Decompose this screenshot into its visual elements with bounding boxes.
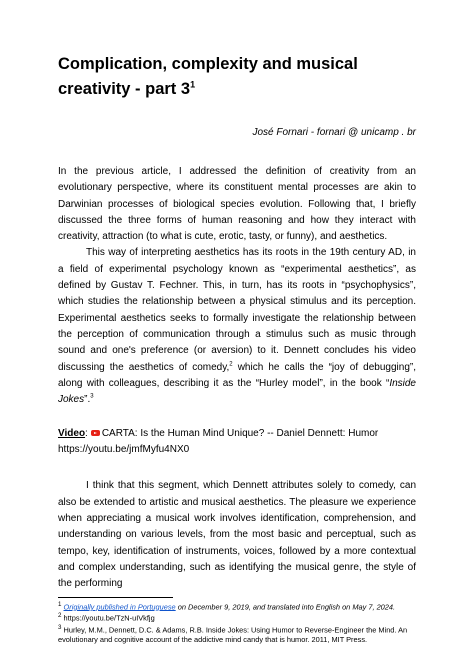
- footnote-marker-3[interactable]: 3: [90, 393, 94, 400]
- footnote-3: $^3$ Hurley, M.M., Dennett, D.C. & Adams, R.B. Inside Jokes: Using Humor to Reverse-Engineer the Mind. An evolutionary and cognitive account of the addictive mind candy that is humor. 2011, MIT Press.: [58, 623, 408, 644]
- author-line: José Fornari - fornari @ unicamp . br: [252, 127, 416, 138]
- youtube-icon[interactable]: [91, 430, 100, 436]
- footnote-separator: [58, 597, 173, 598]
- original-publication-link[interactable]: Originally published in Portuguese: [63, 602, 176, 611]
- video-label: Video: [58, 428, 86, 440]
- footnotes: [58, 600, 416, 644]
- footnote-2-url[interactable]: https://youtu.be/TzN-uIVkfjg: [61, 613, 155, 623]
- paragraph-1: In the previous article, I addressed the definition of creativity from an evolutionary perspective, where its constituent mental processes are akin to Darwinian processes of biological species evolution. Following that, I briefly discussed the three forms of human reasoning and how they interact with creativity, attraction (to what is cute, erotic, tasty, or funny), and aesthetics.: [58, 166, 416, 243]
- paragraph-3: I think that this segment, which Dennett attributes solely to comedy, can also be extended to artistic and musical aesthetics. The pleasure we experience when appreciating a musical work involves identification, comprehension, and understanding on various levels, from the most basic and perceptual, such as tempo, key, identification of instruments, voices, followed by a more contextual and complex understanding, such as identifying the musical genre, the style of the performing: [58, 480, 416, 590]
- video-title-link[interactable]: CARTA: Is the Human Mind Unique? -- Daniel Dennett: Humor: [101, 428, 379, 440]
- book-title: Inside Jokes: [58, 377, 416, 406]
- video-url[interactable]: https://youtu.be/jmfMyfu4NX0: [58, 444, 190, 456]
- footnote-marker-2[interactable]: 2: [229, 361, 233, 368]
- title-footnote-marker[interactable]: 1: [190, 79, 196, 90]
- video-reference: Video: CARTA: Is the Human Mind Unique? -- Daniel Dennett: Humor https://youtu.be/jmfMyfu4NX0: [58, 428, 379, 456]
- footnote-1: $^1$ Originally published in Portuguese on December 9, 2019, and translated into English on May 7, 2024.: [58, 600, 396, 611]
- document-title: Complication, complexity and musical creativity - part $3^1$: [58, 55, 358, 98]
- paragraph-2: This way of interpreting aesthetics has its roots in the 19th century AD, in a field of experimental psychology known as “experimental aesthetics”, as defined by Gustav T. Fechner. This, in turn, has its roots in “psychophysics”, which studies the relationship between a physical stimulus and its perception. Experimental aesthetics seeks to formally investigate the relationship between the perception of communication through a stimulus such as music through sound and one's preference (or aversion) to it. Dennett concludes his video discussing the aesthetics of comedy,$^2$ which he calls the “joy of debugging”, along with colleagues, describing it as the “Hurley model”, in the book “Inside Jokes”.$^3$: [58, 247, 416, 406]
- footnote-2: $^2$ https://youtu.be/TzN-uIVkfjg: [58, 612, 155, 623]
